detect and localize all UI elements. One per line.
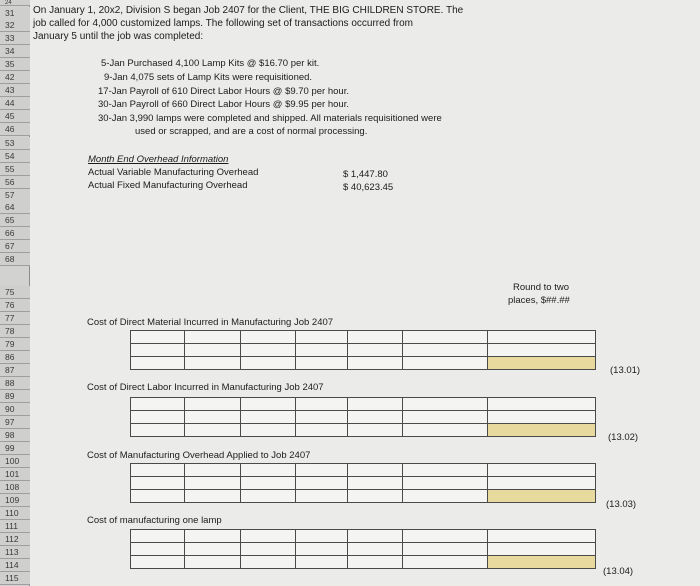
answer-table (130, 529, 596, 569)
grid-cell[interactable] (131, 344, 185, 357)
overhead-variable-value: $ 1,447.80 (343, 169, 388, 180)
row-number[interactable]: 65 (0, 214, 30, 227)
grid-cell[interactable] (131, 477, 185, 490)
grid-cell[interactable] (487, 411, 595, 424)
row-number[interactable]: 86 (0, 351, 30, 364)
answer-input-13-04[interactable] (487, 556, 595, 569)
grid-cell[interactable] (347, 477, 402, 490)
grid-cell[interactable] (487, 543, 595, 556)
row-number[interactable]: 64 (0, 201, 30, 214)
question-label: Cost of Manufacturing Overhead Applied to Job 2407 (87, 450, 311, 461)
row-number[interactable]: 68 (0, 253, 30, 266)
question-label: Cost of Direct Labor Incurred in Manufacturing Job 2407 (87, 382, 324, 393)
question-id: (13.04) (603, 566, 634, 577)
grid-cell[interactable] (347, 357, 402, 370)
grid-cell[interactable] (347, 411, 402, 424)
grid-cell[interactable] (402, 530, 487, 543)
row-number[interactable]: 42 (0, 71, 30, 84)
overhead-variable-label: Actual Variable Manufacturing Overhead (88, 167, 259, 178)
grid-cell[interactable] (347, 331, 402, 344)
row-number[interactable]: 45 (0, 110, 30, 123)
grid-cell[interactable] (347, 556, 402, 569)
row-number[interactable]: 31 (0, 7, 30, 20)
question-id: (13.02) (608, 432, 639, 443)
row-number[interactable]: 112 (0, 533, 30, 546)
grid-cell[interactable] (241, 357, 295, 370)
grid-cell[interactable] (131, 464, 185, 477)
problem-line-1: On January 1, 20x2, Division S began Job 2407 for the Client, THE BIG CHILDREN STORE. The (33, 5, 464, 16)
grid-cell[interactable] (487, 530, 595, 543)
grid-cell[interactable] (295, 490, 347, 503)
overhead-title: Month End Overhead Information (88, 154, 229, 165)
row-number[interactable]: 101 (0, 468, 30, 481)
problem-line-2: job called for 4,000 customized lamps. The following set of transactions occurred from (33, 18, 413, 29)
grid-cell[interactable] (347, 530, 402, 543)
transaction-4: 30-Jan Payroll of 660 Direct Labor Hours @ $9.95 per hour. (98, 99, 349, 110)
transaction-1: 5-Jan Purchased 4,100 Lamp Kits @ $16.70 per kit. (101, 58, 320, 69)
answer-input-13-03[interactable] (487, 490, 595, 503)
grid-cell[interactable] (402, 357, 487, 370)
grid-cell[interactable] (131, 490, 185, 503)
grid-cell[interactable] (487, 477, 595, 490)
grid-cell[interactable] (295, 398, 347, 411)
grid-cell[interactable] (402, 424, 487, 437)
transaction-5: 30-Jan 3,990 lamps were completed and shipped. All materials requisitioned were (98, 113, 442, 124)
question-id: (13.01) (610, 365, 641, 376)
answer-table (130, 463, 596, 503)
grid-cell[interactable] (185, 331, 241, 344)
grid-cell[interactable] (402, 477, 487, 490)
row-number[interactable]: 75 (0, 286, 30, 299)
grid-cell[interactable] (131, 411, 185, 424)
row-number[interactable]: 43 (0, 84, 30, 97)
grid-cell[interactable] (402, 490, 487, 503)
problem-line-3: January 5 until the job was completed: (33, 31, 204, 42)
answer-input-13-01[interactable] (487, 357, 595, 370)
row-number[interactable]: 66 (0, 227, 30, 240)
grid-cell[interactable] (347, 543, 402, 556)
overhead-fixed-label: Actual Fixed Manufacturing Overhead (88, 180, 248, 191)
grid-cell[interactable] (241, 530, 295, 543)
grid-cell[interactable] (295, 530, 347, 543)
grid-cell[interactable] (241, 344, 295, 357)
grid-cell[interactable] (295, 357, 347, 370)
grid-cell[interactable] (487, 344, 595, 357)
grid-cell[interactable] (185, 398, 241, 411)
row-number[interactable]: 35 (0, 58, 30, 71)
row-number[interactable]: 67 (0, 240, 30, 253)
answer-table (130, 397, 596, 437)
grid-cell[interactable] (185, 530, 241, 543)
row-number[interactable]: 34 (0, 45, 30, 58)
grid-cell[interactable] (347, 398, 402, 411)
transaction-6: used or scrapped, and are a cost of normal processing. (135, 126, 368, 137)
grid-cell[interactable] (241, 398, 295, 411)
grid-cell[interactable] (402, 464, 487, 477)
grid-cell[interactable] (347, 344, 402, 357)
grid-cell[interactable] (185, 411, 241, 424)
row-number[interactable]: 32 (0, 19, 30, 32)
row-number[interactable]: 78 (0, 325, 30, 338)
row-number[interactable]: 114 (0, 559, 30, 572)
grid-cell[interactable] (295, 344, 347, 357)
grid-cell[interactable] (241, 411, 295, 424)
row-number[interactable]: 79 (0, 338, 30, 351)
row-number[interactable]: 109 (0, 494, 30, 507)
grid-cell[interactable] (295, 543, 347, 556)
grid-cell[interactable] (131, 424, 185, 437)
grid-cell[interactable] (131, 331, 185, 344)
grid-cell[interactable] (487, 331, 595, 344)
overhead-fixed-value: $ 40,623.45 (343, 182, 394, 193)
row-number[interactable]: 46 (0, 123, 30, 136)
grid-cell[interactable] (131, 357, 185, 370)
grid-cell[interactable] (295, 411, 347, 424)
row-number[interactable]: 24 (0, 0, 30, 6)
row-number[interactable]: 44 (0, 97, 30, 110)
grid-cell[interactable] (295, 424, 347, 437)
transaction-2: 9-Jan 4,075 sets of Lamp Kits were requisitioned. (104, 72, 313, 83)
grid-cell[interactable] (487, 464, 595, 477)
grid-cell[interactable] (241, 464, 295, 477)
row-number[interactable]: 33 (0, 32, 30, 45)
row-number[interactable]: 100 (0, 455, 30, 468)
question-id: (13.03) (606, 499, 637, 510)
grid-cell[interactable] (402, 543, 487, 556)
rounding-note-line-2: places, $##.## (508, 295, 570, 306)
grid-cell[interactable] (241, 331, 295, 344)
grid-cell[interactable] (347, 490, 402, 503)
grid-cell[interactable] (402, 556, 487, 569)
question-label: Cost of manufacturing one lamp (87, 515, 222, 526)
grid-cell[interactable] (185, 543, 241, 556)
row-number[interactable]: 115 (0, 572, 30, 585)
question-label: Cost of Direct Material Incurred in Manufacturing Job 2407 (87, 317, 334, 328)
transaction-3: 17-Jan Payroll of 610 Direct Labor Hours @ $9.70 per hour. (98, 86, 349, 97)
grid-cell[interactable] (185, 357, 241, 370)
grid-cell[interactable] (131, 543, 185, 556)
grid-cell[interactable] (241, 424, 295, 437)
grid-cell[interactable] (402, 344, 487, 357)
row-number[interactable]: 55 (0, 163, 30, 176)
row-number[interactable]: 98 (0, 429, 30, 442)
grid-cell[interactable] (185, 464, 241, 477)
answer-table (130, 330, 596, 370)
grid-cell[interactable] (131, 556, 185, 569)
answer-input-13-02[interactable] (487, 424, 595, 437)
grid-cell[interactable] (487, 398, 595, 411)
row-number[interactable]: 54 (0, 150, 30, 163)
row-number[interactable]: 77 (0, 312, 30, 325)
row-number[interactable]: 99 (0, 442, 30, 455)
grid-cell[interactable] (185, 477, 241, 490)
row-number[interactable]: 53 (0, 137, 30, 150)
row-number[interactable]: 76 (0, 299, 30, 312)
row-number[interactable]: 113 (0, 546, 30, 559)
grid-cell[interactable] (185, 490, 241, 503)
grid-cell[interactable] (347, 424, 402, 437)
grid-cell[interactable] (185, 424, 241, 437)
row-number[interactable]: 97 (0, 416, 30, 429)
row-number[interactable]: 57 (0, 189, 30, 202)
row-number[interactable]: 90 (0, 403, 30, 416)
row-number[interactable]: 89 (0, 390, 30, 403)
grid-cell[interactable] (131, 398, 185, 411)
grid-cell[interactable] (241, 477, 295, 490)
grid-cell[interactable] (295, 556, 347, 569)
grid-cell[interactable] (185, 344, 241, 357)
row-number[interactable]: 110 (0, 507, 30, 520)
grid-cell[interactable] (295, 464, 347, 477)
row-number[interactable]: 56 (0, 176, 30, 189)
grid-cell[interactable] (347, 464, 402, 477)
row-number[interactable]: 87 (0, 364, 30, 377)
grid-cell[interactable] (402, 398, 487, 411)
grid-cell[interactable] (295, 331, 347, 344)
row-number[interactable]: 88 (0, 377, 30, 390)
grid-cell[interactable] (402, 411, 487, 424)
row-number[interactable]: 108 (0, 481, 30, 494)
grid-cell[interactable] (241, 543, 295, 556)
grid-cell[interactable] (295, 477, 347, 490)
grid-cell[interactable] (131, 530, 185, 543)
grid-cell[interactable] (241, 556, 295, 569)
rounding-note-line-1: Round to two (513, 282, 569, 293)
grid-cell[interactable] (402, 331, 487, 344)
grid-cell[interactable] (185, 556, 241, 569)
grid-cell[interactable] (241, 490, 295, 503)
row-number[interactable]: 111 (0, 520, 30, 533)
